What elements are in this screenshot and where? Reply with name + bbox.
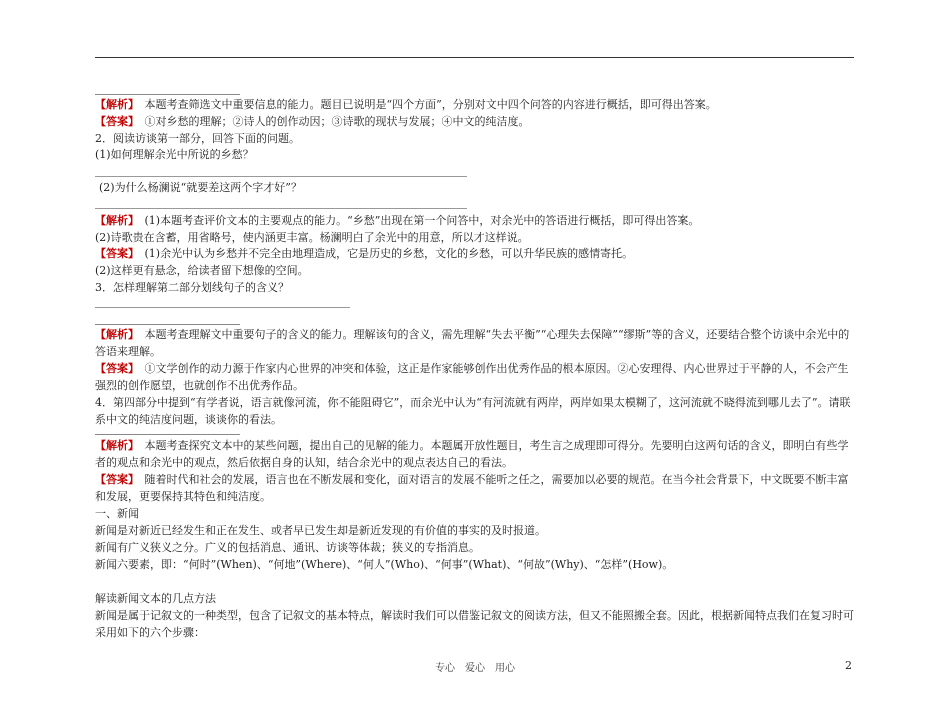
section-separator bbox=[95, 324, 240, 325]
answer-line bbox=[95, 307, 350, 308]
answer-line bbox=[95, 208, 467, 209]
question-paragraph: (2)为什么杨澜说“就要差这两个字才好”？ bbox=[99, 181, 302, 194]
answer-paragraph: 【答案】 ①文学创作的动力源于作家内心世界的冲突和体验，这正是作家能够创作出优秀作品的根本原因。②心安理得、内心世界过于平静的人，不会产生强烈的创作愿望，也就创作不出优秀作品。 bbox=[95, 362, 849, 392]
answer-paragraph: 【答案】 (1)余光中认为乡愁并不完全由地理造成，它是历史的乡愁，文化的乡愁，可以升华民族的感情寄托。 bbox=[95, 247, 634, 260]
section-heading: 一、新闻 bbox=[95, 507, 139, 520]
question-paragraph: 4．第四部分中提到“有学者说，语言就像河流，你不能阻碍它”，而余光中认为“有河流就有两岸，两岸如果太模糊了，这河流就不晓得流到哪儿去了”。请联系中文的纯洁度问题，谈谈你的看法。 bbox=[95, 396, 851, 426]
analysis-paragraph: 【解析】 (1)本题考查评价文本的主要观点的能力。“乡愁”出现在第一个问答中，对余光中的答语进行概括，即可得出答案。 bbox=[95, 214, 700, 227]
page-footer: 专心 爱心 用心 bbox=[435, 663, 515, 674]
section-separator bbox=[95, 434, 240, 435]
analysis-paragraph: 【解析】 本题考查筛选文中重要信息的能力。题目已说明是“四个方面”，分别对文中四个问答的内容进行概括，即可得出答案。 bbox=[95, 98, 717, 111]
question-paragraph: (1)如何理解余光中所说的乡愁？ bbox=[95, 148, 254, 161]
body-paragraph: 新闻六要素，即：“何时”(When)、“何地”(Where)、“何人”(Who)、“何事”(What)、“何故”(Why)、“怎样”(How)。 bbox=[95, 558, 674, 571]
analysis-paragraph: 【解析】 本题考查探究文本中的某些问题，提出自己的见解的能力。本题属开放性题目，考生言之成理即可得分。先要明白这两句话的含义，即明白有些学者的观点和余光中的观点，然后依据自身的认知，结合余光中的观点表达自己的看法。 bbox=[95, 439, 849, 469]
body-paragraph: 新闻是属于记叙文的一种类型，包含了记叙文的基本特点，解读时我们可以借鉴记叙文的阅读方法，但又不能照搬全套。因此，根据新闻特点我们在复习时可采用如下的六个步骤： bbox=[95, 609, 854, 639]
answer-paragraph: 【答案】 ①对乡愁的理解；②诗人的创作动因；③诗歌的现状与发展；④中文的纯洁度。 bbox=[95, 115, 530, 128]
page-number: 2 bbox=[845, 659, 852, 672]
body-paragraph: 新闻是对新近已经发生和正在发生、或者早已发生却是新近发现的有价值的事实的及时报道。 bbox=[95, 524, 546, 537]
answer-paragraph: 【答案】 随着时代和社会的发展，语言也在不断发展和变化，面对语言的发展不能听之任之，需要加以必要的规范。在当今社会背景下，中文既要不断丰富和发展，更要保持其特色和纯洁度。 bbox=[95, 473, 849, 503]
question-paragraph: 3．怎样理解第二部分划线句子的含义？ bbox=[95, 281, 289, 294]
analysis-paragraph: (2)诗歌贵在含蓄，用省略号，使内涵更丰富。杨澜明白了余光中的用意，所以才这样说。 bbox=[95, 231, 529, 244]
subsection-heading: 解读新闻文本的几点方法 bbox=[95, 592, 216, 605]
question-paragraph: 2．阅读访谈第一部分，回答下面的问题。 bbox=[95, 132, 300, 145]
section-separator bbox=[95, 94, 240, 95]
answer-paragraph: (2)这样更有悬念，给读者留下想像的空间。 bbox=[95, 264, 309, 277]
answer-line bbox=[95, 176, 467, 177]
analysis-paragraph: 【解析】 本题考查理解文中重要句子的含义的能力。理解该句的含义，需先理解“失去平衡”“心理失去保障”“缪斯”等的含义，还要结合整个访谈中余光中的答语来理解。 bbox=[95, 328, 850, 358]
body-paragraph: 新闻有广义狭义之分。广义的包括消息、通讯、访谈等体裁；狭义的专指消息。 bbox=[95, 541, 480, 554]
header-rule bbox=[95, 57, 854, 58]
